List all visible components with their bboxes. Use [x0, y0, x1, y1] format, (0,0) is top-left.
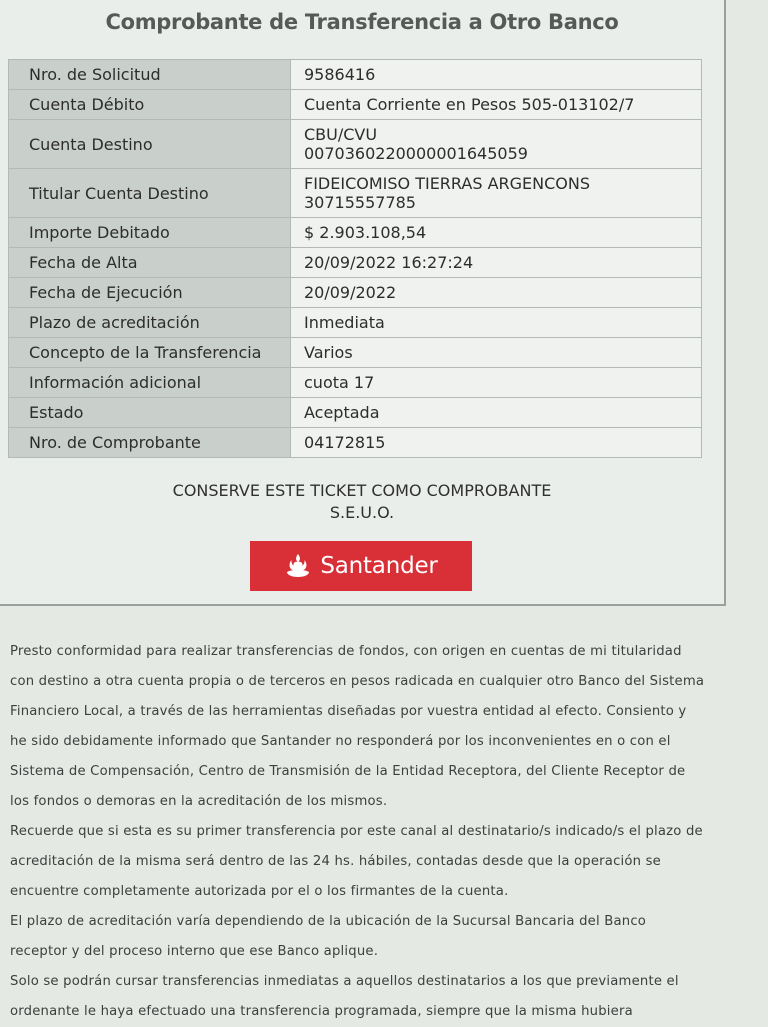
row-label: Plazo de acreditación	[9, 308, 291, 338]
table-row	[9, 248, 702, 278]
row-value	[291, 169, 702, 218]
row-value: Aceptada	[291, 398, 702, 428]
brand-name: Santander	[320, 553, 438, 579]
table-row	[9, 90, 702, 120]
legal-paragraph: El plazo de acreditación varía dependiendo de la ubicación de la Sucursal Bancaria del Banco receptor y del proceso interno que ese Banco aplique.	[10, 914, 647, 959]
legal-terms	[10, 637, 705, 1027]
table-row	[9, 60, 702, 90]
row-label: Fecha de Ejecución	[9, 278, 291, 308]
legal-paragraph: Presto conformidad para realizar transferencias de fondos, con origen en cuentas de mi titularidad con destino a otra cuenta propia o de terceros en pesos radicada en cualquier otro Banco del Sistema Financiero Local, a través de las herramientas diseñadas por vuestra entidad al efecto. Consiento y he sido debidamente informado que Santander no responderá por los inconvenientes en o con el Sistema de Compensación, Centro de Transmisión de la Entidad Receptora, del Cliente Receptor de los fondos o demoras en la acreditación de los mismos.	[10, 644, 705, 809]
row-value-line2: 0070360220000001645059	[304, 144, 528, 163]
row-label: Concepto de la Transferencia	[9, 338, 291, 368]
conserve-line-1: CONSERVE ESTE TICKET COMO COMPROBANTE	[172, 481, 552, 500]
row-value: Cuenta Corriente en Pesos 505-013102/7	[291, 90, 702, 120]
table-row	[9, 308, 702, 338]
row-label: Nro. de Solicitud	[9, 60, 291, 90]
row-label: Cuenta Destino	[9, 120, 291, 169]
row-label: Estado	[9, 398, 291, 428]
table-row	[9, 169, 702, 218]
table-row	[9, 368, 702, 398]
row-label: Titular Cuenta Destino	[9, 169, 291, 218]
table-row	[9, 398, 702, 428]
santander-logo-banner[interactable]	[250, 541, 472, 591]
table-row	[9, 278, 702, 308]
row-value: 04172815	[291, 428, 702, 458]
row-value: 20/09/2022 16:27:24	[291, 248, 702, 278]
row-label: Información adicional	[9, 368, 291, 398]
row-label: Cuenta Débito	[9, 90, 291, 120]
row-value-line2: 30715557785	[304, 193, 416, 212]
receipt-title: Comprobante de Transferencia a Otro Banco	[105, 10, 619, 34]
row-value: 9586416	[291, 60, 702, 90]
legal-paragraph: Solo se podrán cursar transferencias inmediatas a aquellos destinatarios a los que previamente el ordenante le haya efectuado una transferencia programada, siempre que la misma hubiera	[10, 974, 679, 1019]
row-value: $ 2.903.108,54	[291, 218, 702, 248]
row-label: Nro. de Comprobante	[9, 428, 291, 458]
row-value	[291, 120, 702, 169]
table-row	[9, 338, 702, 368]
legal-paragraph: Recuerde que si esta es su primer transferencia por este canal al destinatario/s indicado/s el plazo de acreditación de la misma será dentro de las 24 hs. hábiles, contadas desde que la operación se encuentre completamente autorizada por el o los firmantes de la cuenta.	[10, 824, 703, 899]
row-value: 20/09/2022	[291, 278, 702, 308]
flame-icon	[284, 552, 312, 580]
conserve-notice	[0, 480, 724, 524]
table-row	[9, 218, 702, 248]
row-value-line1: FIDEICOMISO TIERRAS ARGENCONS	[304, 174, 590, 193]
table-row	[9, 428, 702, 458]
row-label: Importe Debitado	[9, 218, 291, 248]
row-value-line1: CBU/CVU	[304, 125, 378, 144]
row-label: Fecha de Alta	[9, 248, 291, 278]
conserve-line-2: S.E.U.O.	[329, 503, 395, 522]
row-value: Inmediata	[291, 308, 702, 338]
row-value: cuota 17	[291, 368, 702, 398]
row-value: Varios	[291, 338, 702, 368]
receipt-details-table	[8, 59, 702, 458]
table-row	[9, 120, 702, 169]
